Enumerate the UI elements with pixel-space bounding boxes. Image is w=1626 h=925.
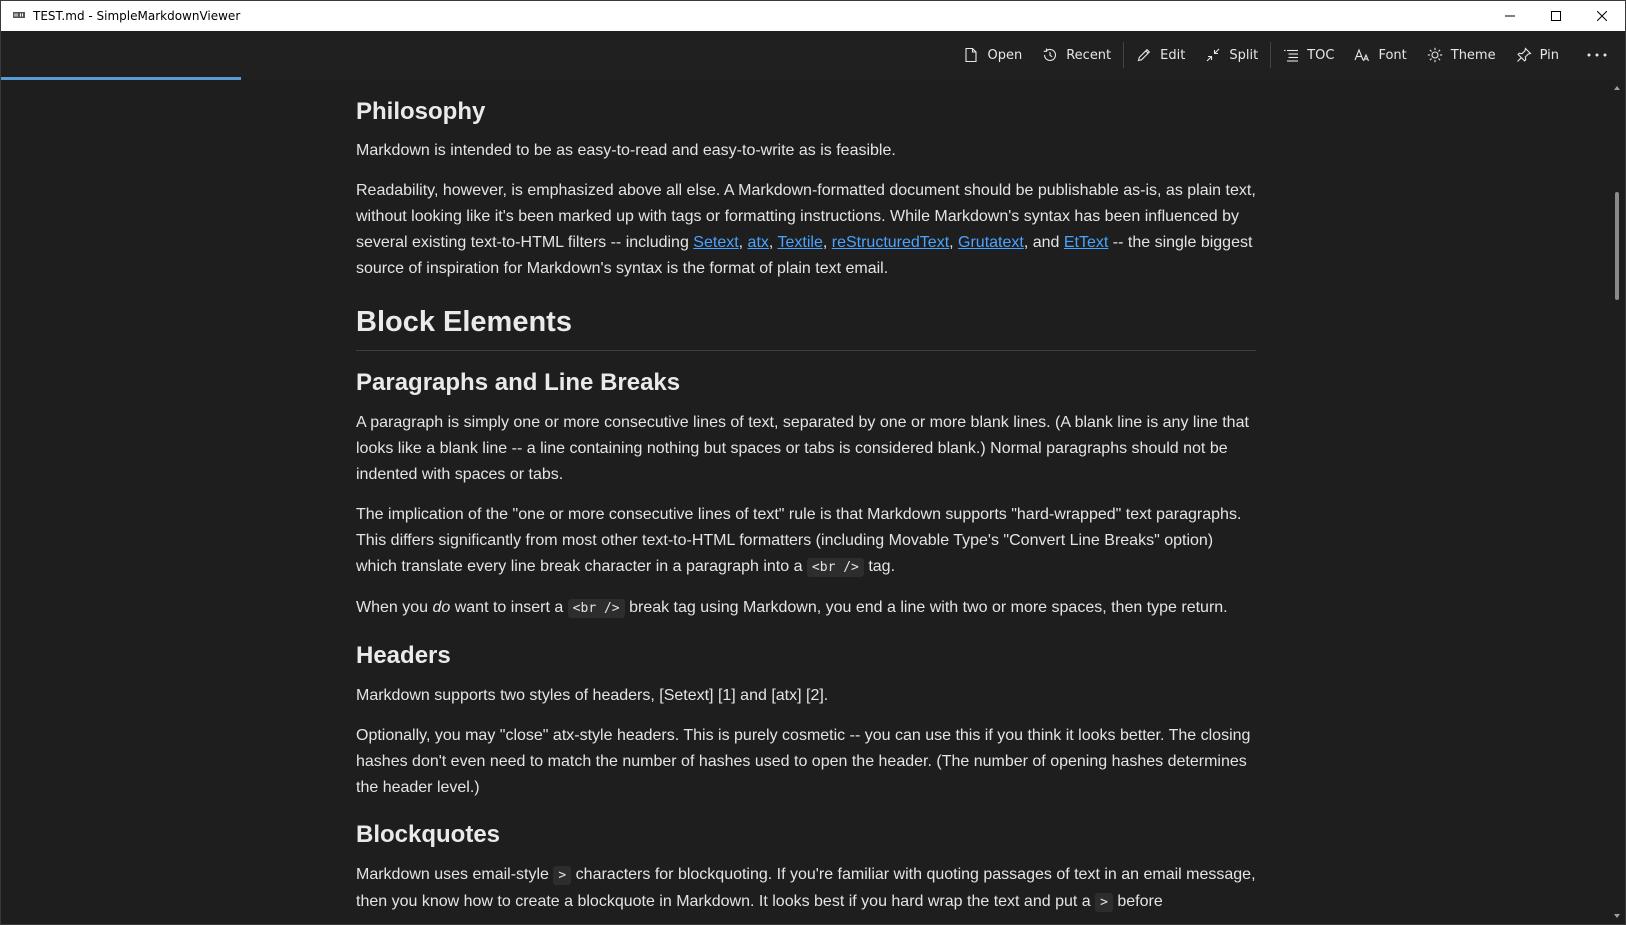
- history-icon: [1042, 47, 1058, 63]
- inline-code: >: [1095, 893, 1113, 912]
- text: ,: [949, 234, 959, 251]
- emphasis: do: [432, 599, 451, 616]
- sun-icon: [1427, 47, 1443, 63]
- open-button[interactable]: [953, 35, 1032, 75]
- text: When you: [356, 599, 433, 616]
- minimize-icon: [1505, 11, 1515, 21]
- toc-label: TOC: [1307, 47, 1335, 63]
- heading-philosophy: Philosophy: [356, 98, 486, 125]
- recent-label: Recent: [1066, 47, 1112, 63]
- title-bar: [1, 1, 1625, 31]
- inline-code: <br />: [568, 599, 625, 618]
- scroll-down-icon[interactable]: [1613, 912, 1621, 920]
- font-button[interactable]: [1344, 35, 1416, 75]
- link-atx[interactable]: atx: [747, 234, 769, 251]
- theme-label: Theme: [1450, 47, 1496, 63]
- paragraph: [356, 502, 1256, 581]
- link-ettext[interactable]: EtText: [1063, 234, 1109, 251]
- pencil-icon: [1136, 47, 1152, 63]
- text: characters for blockquoting. If you're familiar with quoting passages of text in an email message, then you know how to create a blockquote in Markdown. It looks best if you hard wrap the text and put a: [356, 866, 1256, 910]
- open-file-icon: [963, 47, 979, 63]
- paragraph: [356, 862, 1256, 916]
- heading-block-elements: Block Elements: [356, 304, 1256, 351]
- text: ,: [822, 234, 832, 251]
- scroll-up-icon[interactable]: [1613, 84, 1621, 92]
- toolbar-separator: [1270, 42, 1271, 68]
- heading-headers: Headers: [356, 642, 451, 669]
- window-title: TEST.md - SimpleMarkdownViewer: [33, 9, 241, 23]
- text: Markdown uses email-style: [356, 866, 554, 883]
- toc-button[interactable]: [1273, 35, 1344, 75]
- more-options-button[interactable]: [1575, 35, 1619, 75]
- command-bar: [1, 31, 1625, 79]
- text: The implication of the "one or more consecutive lines of text" rule is that Markdown supports "hard-wrapped" text paragraphs. This differs significantly from most other text-to-HTML formatters (including Movable Type's "Convert Line Breaks" option) which translate every line break character in a paragraph into a: [356, 506, 1242, 575]
- heading-paragraphs: Paragraphs and Line Breaks: [356, 369, 681, 396]
- document-viewer[interactable]: [1, 80, 1609, 924]
- paragraph: A paragraph is simply one or more consecutive lines of text, separated by one or more blank lines. (A blank line is any line that looks like a blank line -- a line containing nothing but spaces or tabs is considered blank.) Normal paragraphs should not be indented with spaces or tabs.: [356, 414, 1249, 483]
- paragraph: Markdown supports two styles of headers, [Setext] [1] and [atx] [2].: [356, 687, 829, 704]
- maximize-button[interactable]: [1533, 1, 1579, 31]
- recent-button[interactable]: [1032, 35, 1121, 75]
- text: , and: [1023, 234, 1064, 251]
- close-icon: [1597, 11, 1607, 21]
- edit-label: Edit: [1160, 47, 1186, 63]
- more-icon: [1587, 53, 1607, 57]
- toolbar-separator: [1123, 42, 1124, 68]
- split-button[interactable]: [1195, 35, 1268, 75]
- text: Readability, however, is emphasized above all else. A Markdown-formatted document should be publishable as-is, as plain text, without looking like it's been marked up with tags or formatting instructions. While Markdown's syntax has been influenced by several existing text-to-HTML filters -- including: [356, 182, 1256, 251]
- paragraph: Markdown is intended to be as easy-to-read and easy-to-write as is feasible.: [356, 142, 896, 159]
- vertical-scrollbar[interactable]: [1609, 80, 1625, 924]
- text: break tag using Markdown, you end a line with two or more spaces, then type return.: [624, 599, 1228, 616]
- maximize-icon: [1551, 11, 1561, 21]
- split-view-icon: [1205, 47, 1221, 63]
- inline-code: <br />: [807, 558, 864, 577]
- text: tag.: [863, 558, 896, 575]
- theme-button[interactable]: [1417, 35, 1506, 75]
- edit-button[interactable]: [1126, 35, 1195, 75]
- paragraph: [356, 178, 1256, 282]
- text: ,: [768, 234, 778, 251]
- scrollbar-thumb[interactable]: [1615, 192, 1619, 300]
- text: ,: [738, 234, 748, 251]
- split-label: Split: [1229, 47, 1259, 63]
- pin-label: Pin: [1539, 47, 1559, 63]
- link-restructuredtext[interactable]: reStructuredText: [831, 234, 950, 251]
- pin-icon: [1516, 47, 1532, 63]
- heading-blockquotes: Blockquotes: [356, 821, 501, 848]
- open-label: Open: [987, 47, 1023, 63]
- minimize-button[interactable]: [1487, 1, 1533, 31]
- link-textile[interactable]: Textile: [777, 234, 823, 251]
- font-label: Font: [1378, 47, 1407, 63]
- paragraph: [356, 595, 1256, 622]
- window-controls: [1487, 1, 1625, 31]
- markdown-document: [356, 80, 1256, 916]
- list-icon: [1283, 47, 1299, 63]
- text: -- the single biggest source of inspiration for Markdown's syntax is the format of plain text email.: [356, 234, 1253, 277]
- markdown-file-icon: [13, 12, 25, 18]
- text: want to insert a: [450, 599, 568, 616]
- pin-button[interactable]: [1506, 35, 1569, 75]
- paragraph: Optionally, you may "close" atx-style headers. This is purely cosmetic -- you can use this if you think it looks better. The closing hashes don't even need to match the number of hashes used to open the header. (The number of opening hashes determines the header level.): [356, 727, 1251, 796]
- font-size-icon: [1354, 47, 1370, 63]
- text: before: [1112, 893, 1163, 910]
- close-button[interactable]: [1579, 1, 1625, 31]
- link-grutatext[interactable]: Grutatext: [958, 234, 1024, 251]
- link-setext[interactable]: Setext: [693, 234, 739, 251]
- inline-code: >: [553, 866, 571, 885]
